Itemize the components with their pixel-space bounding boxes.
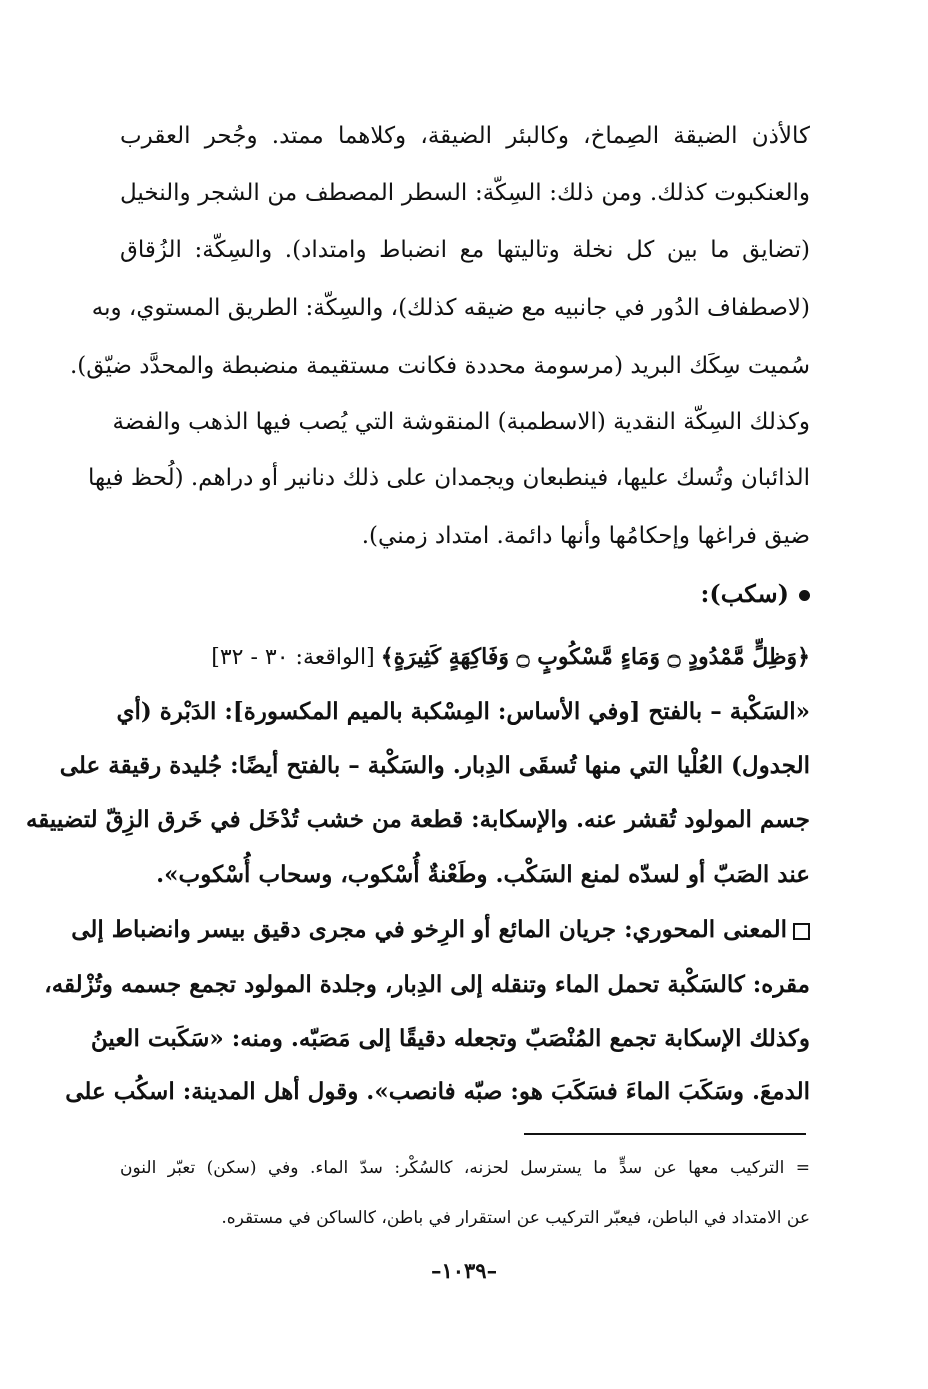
- footnote-separator: [524, 1133, 806, 1135]
- checkbox-square-icon: [793, 923, 810, 940]
- quran-reference: [الواقعة: ٣٠ - ٣٢]: [211, 645, 375, 670]
- quote-line: الجدول) العُلْيا التي منها تُسقَى الدِبار. والسَكْبة – بالفتح أيضًا: جُليدة رقيقة على: [59, 752, 810, 779]
- body-line: (تضايق ما بين كل نخلة وتاليتها مع انضباط وامتداد). والسِكّة: الزُقاق: [120, 237, 810, 263]
- central-meaning-line: الدمعَ. وسَكَبَ الماءَ فسَكَبَ هو: صبّه فانصب». وقول أهل المدينة: اسكُب على: [65, 1078, 810, 1105]
- quran-citation: [120, 636, 810, 678]
- body-line: الذائبان وتُسك عليها، فينطبعان ويجمدان على ذلك دنانير أو دراهم. (لُحظ فيها: [88, 465, 810, 491]
- body-line: (لاصطفاف الدُور في جانبيه مع ضيقه كذلك)، والسِكّة: الطريق المستوي، وبه: [91, 295, 810, 321]
- body-line: كالأذن الضيقة الصِماخ، وكالبئر الضيقة، وكلاهما ممتد. وجُحر العقرب: [120, 123, 810, 149]
- body-line: وكذلك السِكّة النقدية (الاسطمبة) المنقوشة التي يُصب فيها الذهب والفضة: [112, 409, 810, 435]
- central-meaning-text: المعنى المحوري: جريان المائع أو الرِخو في مجرى دقيق بيسر وانضباط إلى: [71, 916, 787, 943]
- footnote-line: عن الامتداد في الباطن، فيعبّر التركيب عن استقرار في باطن، كالساكن في مستقره.: [221, 1208, 810, 1228]
- quote-line: جسم المولود تُقشر عنه. والإسكابة: قطعة من خشب تُدْخَل في خَرق الزِقّ لتضييقه: [25, 806, 810, 833]
- quote-line: عند الصَبّ أو لسدّه لمنع السَكْب. وطَعْنةٌ أُسْكوب، وسحاب أُسْكوب».: [156, 861, 810, 888]
- central-meaning-line: وكذلك الإسكابة تجمع المُنْصَبّ وتجعله دقيقًا إلى مَصَبّه. ومنه: «سَكَبت العينُ: [90, 1025, 810, 1052]
- entry-heading: [701, 574, 811, 614]
- quran-verse: ﴿وَظِلٍّ مَّمْدُودٍ ۝ وَمَاءٍ مَّسْكُوبٍ ۝ وَفَاكِهَةٍ كَثِيرَةٍ﴾: [380, 644, 810, 670]
- page-number: –١٠٣٩–: [430, 1258, 498, 1283]
- central-meaning-line: [71, 910, 810, 950]
- quote-line: «السَكْبة – بالفتح [وفي الأساس: المِسْكبة بالميم المكسورة]: الدَبْرة (أي: [116, 698, 810, 725]
- body-line: ضيق فراغها وإحكامُها وأنها دائمة. امتداد زمني).: [361, 523, 810, 549]
- body-line: سُميت سِكَك البريد (مرسومة محددة فكانت مستقيمة منضبطة والمحدَّد ضيّق).: [70, 353, 810, 379]
- body-line: والعنكبوت كذلك. ومن ذلك: السِكّة: السطر المصطف من الشجر والنخيل: [120, 180, 810, 206]
- footnote-line: = التركيب معها عن سدٍّ ما يسترسل لحزنه، كالسُكْر: سدّ الماء. وفي (سكن) تعبّر النون: [120, 1158, 810, 1178]
- bullet-icon: [799, 590, 810, 601]
- central-meaning-line: مقره: كالسَكْبة تحمل الماء وتنقله إلى الدِبار، وجلدة المولود تجمع جسمه وتُزْلقه،: [44, 971, 810, 998]
- entry-heading-text: (سكب):: [700, 579, 789, 608]
